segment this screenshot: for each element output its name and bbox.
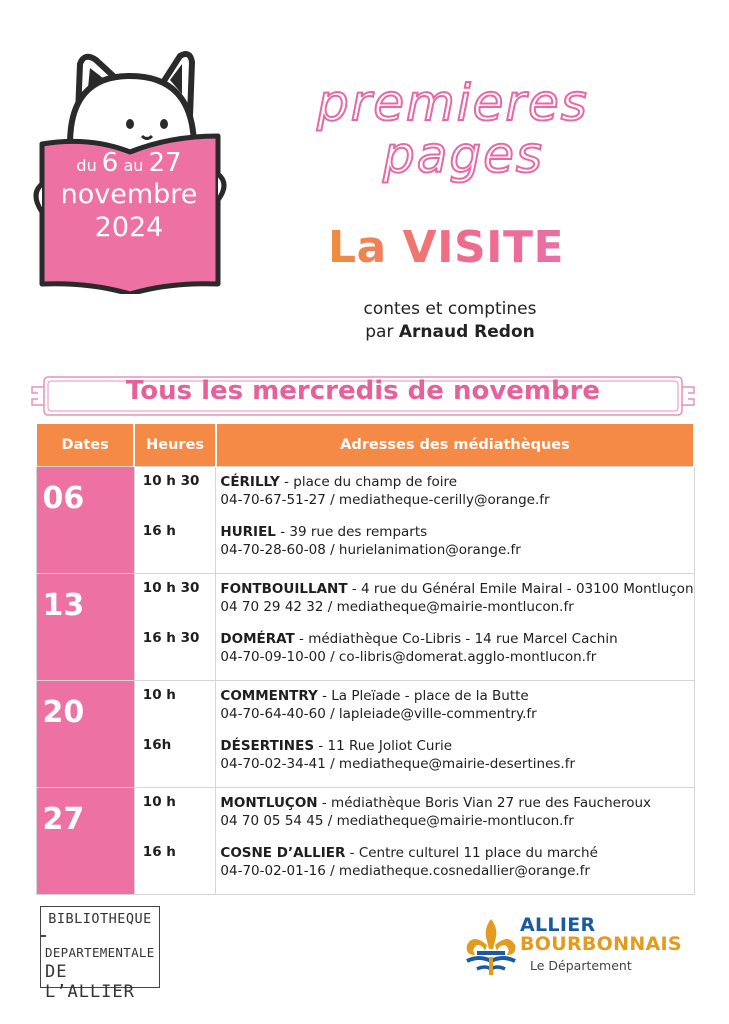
- header-hours: Heures: [134, 424, 216, 467]
- header-dates: Dates: [36, 424, 134, 467]
- hours-cell: [134, 681, 216, 788]
- contact-line: 04-70-09-10-00 / co-libris@domerat.agglo-montlucon.fr: [220, 649, 597, 665]
- contact-line: 04-70-02-34-41 / mediatheque@mairie-desertines.fr: [220, 756, 575, 772]
- address-line: [220, 794, 693, 812]
- slot-address: [220, 737, 693, 787]
- place-address: - 4 rue du Général Emile Mairal - 03100 Montluçon: [347, 581, 694, 597]
- schedule-table: [35, 424, 695, 895]
- address-cell: [216, 681, 694, 788]
- library-divider: [41, 935, 46, 937]
- place-address: - 11 Rue Joliot Curie: [314, 738, 453, 754]
- contact-line: 04-70-67-51-27 / mediatheque-cerilly@orange.fr: [220, 492, 550, 508]
- table-row: [36, 788, 694, 895]
- table-row: [36, 681, 694, 788]
- date-au: au: [123, 156, 144, 175]
- slot-time: 16h: [142, 737, 172, 753]
- slot-address: [220, 473, 693, 523]
- address-cell: [216, 574, 694, 681]
- header-addresses: Adresses des médiathèques: [216, 424, 694, 467]
- date-month: novembre: [60, 179, 198, 211]
- slot-address: [220, 580, 693, 630]
- place-name: COSNE D’ALLIER: [220, 845, 346, 861]
- place-name: COMMENTRY: [220, 688, 318, 704]
- address-line: [220, 844, 693, 862]
- address-cell: [216, 467, 694, 574]
- library-line3: DE L’ALLIER: [45, 962, 135, 1002]
- place-address: - Centre culturel 11 place du marché: [345, 845, 598, 861]
- fleur-de-lis-icon: [463, 915, 519, 977]
- address-line: [220, 630, 693, 648]
- hours-cell: [134, 788, 216, 895]
- brand-line2: pages: [383, 126, 544, 184]
- slot-address: [220, 523, 693, 573]
- date-du: du: [76, 156, 97, 175]
- slot-time: 16 h: [142, 844, 176, 860]
- slot-time: 10 h: [142, 794, 176, 810]
- hours-cell: [134, 574, 216, 681]
- place-address: - médiathèque Boris Vian 27 rue des Faucheroux: [317, 795, 652, 811]
- contact-line: 04 70 29 42 32 / mediatheque@mairie-montlucon.fr: [220, 599, 574, 615]
- contact-line: 04-70-02-01-16 / mediatheque.cosnedallier@orange.fr: [220, 863, 590, 879]
- show-title: La VISITE: [328, 222, 565, 273]
- place-address: - médiathèque Co-Libris - 14 rue Marcel Cachin: [294, 631, 618, 647]
- place-name: DÉSERTINES: [220, 738, 315, 754]
- subtitle-line1: contes et comptines: [363, 299, 537, 319]
- library-logo: [40, 906, 160, 1002]
- slot-address: [220, 844, 693, 894]
- day-cell: 13: [36, 574, 134, 681]
- place-name: FONTBOUILLANT: [220, 581, 348, 597]
- dept-line3: Le Département: [530, 958, 632, 973]
- library-line2: DEPARTEMENTALE: [45, 945, 155, 960]
- slot-time: 10 h 30: [142, 473, 200, 489]
- date-year: 2024: [94, 211, 164, 243]
- address-line: [220, 523, 693, 541]
- day-cell: 27: [36, 788, 134, 895]
- date-start: 6: [101, 148, 119, 178]
- day-cell: 06: [36, 467, 134, 574]
- dept-line2: BOURBONNAIS: [520, 933, 682, 955]
- place-address: - place du champ de foire: [279, 474, 458, 490]
- table-row: [36, 574, 694, 681]
- dept-line1: ALLIER: [520, 914, 596, 936]
- place-address: - 39 rue des remparts: [275, 524, 428, 540]
- place-name: DOMÉRAT: [220, 631, 295, 647]
- date-end: 27: [148, 148, 182, 178]
- address-line: [220, 687, 693, 705]
- subtitle-by: par: [365, 321, 394, 342]
- address-cell: [216, 788, 694, 895]
- table-header-row: [36, 424, 694, 467]
- slot-address: [220, 687, 693, 737]
- slot-time: 16 h: [142, 523, 176, 539]
- slot-time: 10 h: [142, 687, 176, 703]
- contact-line: 04-70-28-60-08 / hurielanimation@orange.fr: [220, 542, 521, 558]
- place-address: - La Pleïade - place de la Butte: [317, 688, 529, 704]
- day-cell: 20: [36, 681, 134, 788]
- hours-cell: [134, 467, 216, 574]
- contact-line: 04-70-64-40-60 / lapleiade@ville-commentry.fr: [220, 706, 537, 722]
- contact-line: 04 70 05 54 45 / mediatheque@mairie-montlucon.fr: [220, 813, 574, 829]
- slot-time: 10 h 30: [142, 580, 200, 596]
- slot-address: [220, 794, 693, 844]
- address-line: [220, 580, 693, 598]
- show-subtitle: [320, 298, 580, 344]
- brand-wordmark: [305, 72, 615, 207]
- brand-line1: premieres: [317, 74, 589, 132]
- address-line: [220, 473, 693, 491]
- slot-time: 16 h 30: [142, 630, 200, 646]
- library-line1: BIBLIOTHEQUE: [48, 911, 152, 927]
- address-line: [220, 737, 693, 755]
- performer-name: Arnaud Redon: [398, 321, 535, 342]
- place-name: HURIEL: [220, 524, 276, 540]
- place-name: MONTLUÇON: [220, 795, 318, 811]
- table-row: [36, 467, 694, 574]
- slot-address: [220, 630, 693, 680]
- place-name: CÉRILLY: [220, 474, 280, 490]
- banner-text: Tous les mercredis de novembre: [125, 376, 601, 406]
- event-dates: [44, 148, 214, 244]
